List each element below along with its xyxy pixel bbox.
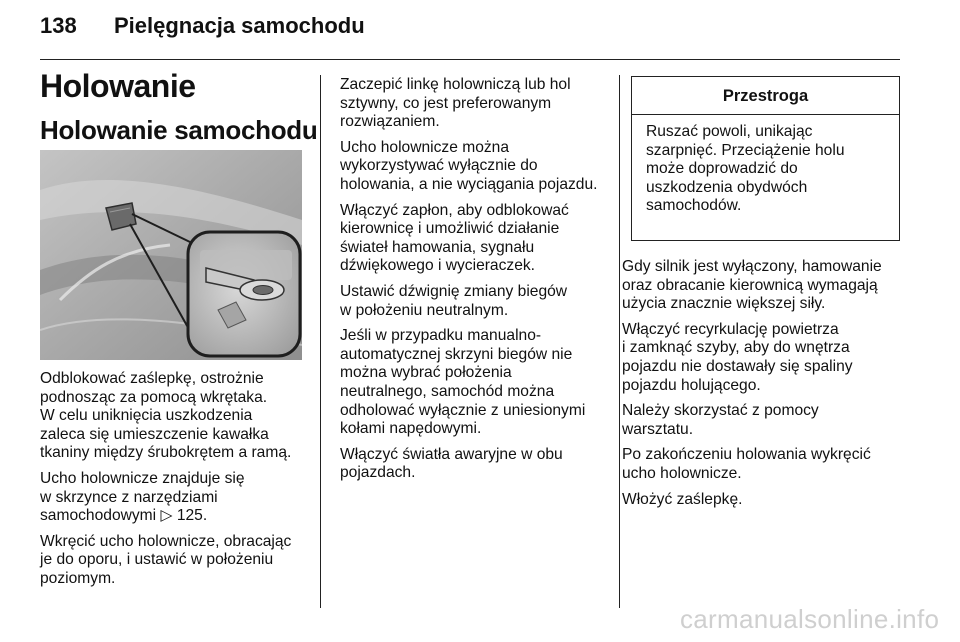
bumper-illustration: [40, 150, 302, 360]
paragraph-eye-usage: Ucho holownicze można wykorzystywać wyłącznie do holowania, a nie wyciągania pojazdu.: [340, 138, 598, 193]
column-2: [340, 76, 610, 490]
paragraph-insert-cover: Włożyć zaślepkę.: [622, 490, 743, 508]
arrow-ref-icon: ▷: [160, 507, 173, 525]
column-divider: [320, 75, 321, 608]
watermark: carmanualsonline.info: [680, 604, 940, 634]
paragraph-unlock-cover: Odblokować zaślepkę, ostrożnie podnosząc za pomocą wkrętaka. W celu uniknięcia uszkodzenia zaleca się umieszczenie kawałka tkaniny między śrubokrętem a ramą.: [40, 370, 292, 462]
page-title: Holowanie: [40, 68, 196, 104]
page-reference[interactable]: 125.: [176, 507, 208, 525]
paragraph-towing-eye-text: Ucho holownicze znajduje się w skrzynce z narzędziami samochodowymi: [40, 469, 245, 525]
caution-text: Ruszać powoli, unikając szarpnięć. Przeciążenie holu może doprowadzić do uszkodzenia obydwóch samochodów.: [646, 123, 845, 215]
paragraph-screw-in: Wkręcić ucho holownicze, obracając je do oporu, i ustawić w położeniu poziomym.: [40, 532, 292, 587]
column-1: [40, 370, 310, 596]
paragraph-unscrew: Po zakończeniu holowania wykręcić ucho holownicze.: [622, 446, 871, 482]
caution-title: Przestroga: [632, 77, 899, 115]
paragraph-engine-off: Gdy silnik jest wyłączony, hamowanie oraz obracanie kierownicą wymagają użycia znacznie większej siły.: [622, 258, 882, 313]
page-number: 138: [40, 13, 77, 38]
section-title: Pielęgnacja samochodu: [114, 13, 365, 38]
page-header: [40, 13, 365, 39]
paragraph-towing-eye-location: [40, 470, 310, 526]
column-3: [622, 258, 907, 516]
caution-box: [631, 76, 900, 241]
column-divider: [619, 75, 620, 608]
paragraph-hazard-lights: Włączyć światła awaryjne w obu pojazdach.: [340, 445, 563, 482]
paragraph-attach-rope: Zaczepić linkę holowniczą lub hol sztywny, co jest preferowanym rozwiązaniem.: [340, 76, 571, 131]
zoom-detail: [188, 232, 300, 356]
header-rule: [40, 59, 900, 60]
towing-eye-illustration: [40, 150, 302, 360]
section-subtitle: Holowanie samochodu: [40, 115, 318, 145]
paragraph-recirculation: Włączyć recyrkulację powietrza i zamknąć szyby, aby do wnętrza pojazdu nie dostawały się spaliny pojazdu holującego.: [622, 320, 853, 394]
paragraph-ignition: Włączyć zapłon, aby odblokować kierownicę i umożliwić działanie świateł hamowania, sygnału dźwiękowego i wycieraczek.: [340, 201, 569, 275]
paragraph-automated-gearbox: Jeśli w przypadku manualno- automatycznej skrzyni biegów nie można wybrać położenia neutralnego, samochód można odholować wyłącznie z uniesionymi kołami napędowymi.: [340, 327, 586, 438]
paragraph-workshop: Należy skorzystać z pomocy warsztatu.: [622, 402, 819, 438]
paragraph-neutral: Ustawić dźwignię zmiany biegów w położeniu neutralnym.: [340, 282, 568, 319]
